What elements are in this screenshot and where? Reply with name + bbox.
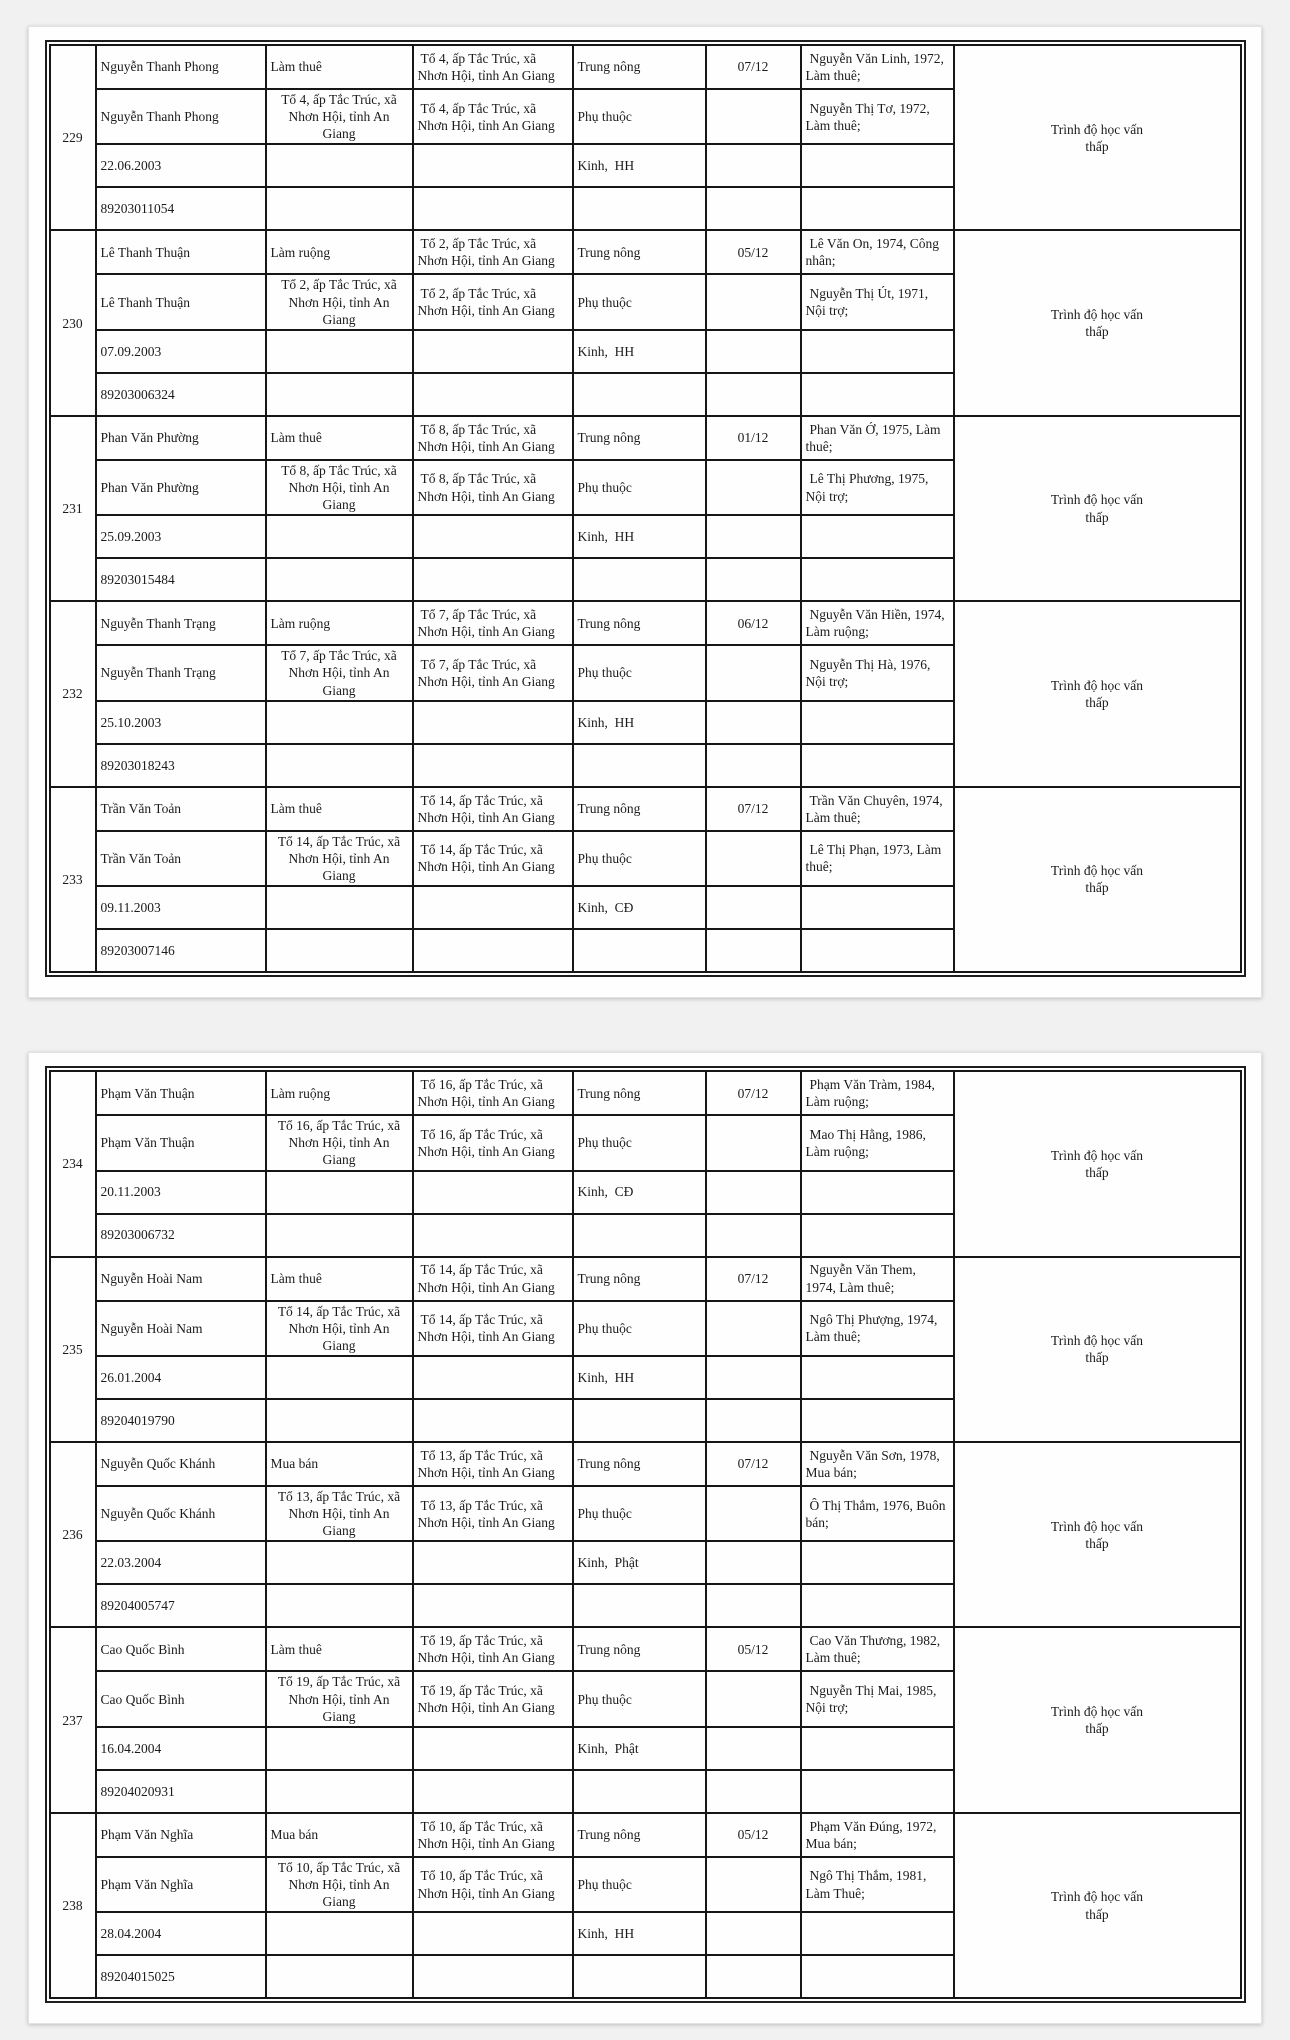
father-info-cell: Cao Văn Thương, 1982, Làm thuê;	[801, 1627, 954, 1671]
empty-cell	[413, 515, 573, 558]
registered-address-cell: Tổ 16, ấp Tắc Trúc, xã Nhơn Hội, tỉnh An Giang	[413, 1115, 573, 1170]
birth-date-cell: 22.03.2004	[96, 1541, 266, 1584]
occupation-cell: Làm thuê	[266, 416, 413, 460]
empty-cell	[706, 89, 801, 144]
empty-cell	[413, 1356, 573, 1399]
occupation-cell: Làm thuê	[266, 1257, 413, 1301]
ethnicity-religion-cell: Kinh, CĐ	[573, 886, 706, 929]
empty-cell	[706, 1399, 801, 1442]
ethnicity-religion-cell: Kinh, Phật	[573, 1541, 706, 1584]
id-number-cell: 89204019790	[96, 1399, 266, 1442]
record-row	[50, 1257, 1241, 1301]
score-cell: 07/12	[706, 1257, 801, 1301]
empty-cell	[413, 1541, 573, 1584]
occupation-cell: Làm thuê	[266, 1627, 413, 1671]
record-row	[50, 1442, 1241, 1486]
document-page-2	[28, 1052, 1262, 2024]
education-note-cell	[954, 45, 1241, 230]
empty-cell	[706, 1486, 801, 1541]
empty-cell	[266, 187, 413, 230]
mother-info-cell: Nguyễn Thị Mai, 1985, Nội trợ;	[801, 1671, 954, 1726]
empty-cell	[706, 1214, 801, 1257]
empty-cell	[573, 744, 706, 787]
record-row	[50, 787, 1241, 831]
empty-cell	[413, 373, 573, 416]
empty-cell	[266, 1214, 413, 1257]
residence-address-cell: Tổ 4, ấp Tắc Trúc, xã Nhơn Hội, tỉnh An Giang	[266, 89, 413, 144]
social-class-cell: Trung nông	[573, 45, 706, 89]
empty-cell	[413, 1727, 573, 1770]
registered-address-cell: Tổ 7, ấp Tắc Trúc, xã Nhơn Hội, tỉnh An Giang	[413, 645, 573, 700]
record-number: 231	[50, 416, 96, 601]
empty-cell	[801, 1356, 954, 1399]
registered-address-cell: Tổ 13, ấp Tắc Trúc, xã Nhơn Hội, tỉnh An Giang	[413, 1486, 573, 1541]
record-table	[49, 1441, 1242, 1628]
empty-cell	[801, 330, 954, 373]
empty-cell	[573, 558, 706, 601]
record-number: 230	[50, 230, 96, 415]
record-row	[50, 601, 1241, 645]
ethnicity-religion-cell: Kinh, CĐ	[573, 1171, 706, 1214]
empty-cell	[413, 558, 573, 601]
empty-cell	[706, 1171, 801, 1214]
education-note-text: Trình độ học vấn thấp	[1050, 863, 1144, 896]
mother-info-cell: Ô Thị Thắm, 1976, Buôn bán;	[801, 1486, 954, 1541]
address-cell: Tổ 16, ấp Tắc Trúc, xã Nhơn Hội, tỉnh An Giang	[413, 1071, 573, 1115]
social-class-cell: Trung nông	[573, 416, 706, 460]
registered-address-cell: Tổ 19, ấp Tắc Trúc, xã Nhơn Hội, tỉnh An Giang	[413, 1671, 573, 1726]
ethnicity-religion-cell: Kinh, HH	[573, 701, 706, 744]
empty-cell	[706, 330, 801, 373]
empty-cell	[801, 1770, 954, 1813]
empty-cell	[706, 1727, 801, 1770]
empty-cell	[413, 1171, 573, 1214]
ethnicity-religion-cell: Kinh, HH	[573, 1356, 706, 1399]
empty-cell	[266, 929, 413, 972]
empty-cell	[266, 1399, 413, 1442]
empty-cell	[801, 1584, 954, 1627]
birth-date-cell: 25.10.2003	[96, 701, 266, 744]
empty-cell	[801, 1955, 954, 1998]
empty-cell	[706, 1770, 801, 1813]
empty-cell	[573, 1770, 706, 1813]
empty-cell	[706, 558, 801, 601]
empty-cell	[801, 187, 954, 230]
father-info-cell: Nguyễn Văn Linh, 1972, Làm thuê;	[801, 45, 954, 89]
empty-cell	[801, 1214, 954, 1257]
mother-info-cell: Lê Thị Phương, 1975, Nội trợ;	[801, 460, 954, 515]
residence-address-cell: Tổ 7, ấp Tắc Trúc, xã Nhơn Hội, tỉnh An Giang	[266, 645, 413, 700]
empty-cell	[413, 929, 573, 972]
empty-cell	[801, 1171, 954, 1214]
empty-cell	[706, 1115, 801, 1170]
empty-cell	[266, 701, 413, 744]
empty-cell	[706, 373, 801, 416]
education-note-cell	[954, 1442, 1241, 1627]
empty-cell	[706, 831, 801, 886]
empty-cell	[706, 1671, 801, 1726]
person-name: Nguyễn Thanh Trạng	[96, 601, 266, 645]
record-row	[50, 1071, 1241, 1115]
id-number-cell: 89204020931	[96, 1770, 266, 1813]
record-table	[49, 600, 1242, 787]
empty-cell	[266, 1955, 413, 1998]
id-number-cell: 89203018243	[96, 744, 266, 787]
residence-address-cell: Tổ 8, ấp Tắc Trúc, xã Nhơn Hội, tỉnh An Giang	[266, 460, 413, 515]
score-cell: 07/12	[706, 1442, 801, 1486]
score-cell: 05/12	[706, 230, 801, 274]
address-cell: Tổ 13, ấp Tắc Trúc, xã Nhơn Hội, tỉnh An Giang	[413, 1442, 573, 1486]
empty-cell	[706, 1584, 801, 1627]
dependent-status-cell: Phụ thuộc	[573, 1486, 706, 1541]
education-note-text: Trình độ học vấn thấp	[1050, 1889, 1144, 1922]
record-table	[49, 415, 1242, 602]
dependent-status-cell: Phụ thuộc	[573, 1857, 706, 1912]
empty-cell	[573, 1955, 706, 1998]
residence-address-cell: Tổ 13, ấp Tắc Trúc, xã Nhơn Hội, tỉnh An Giang	[266, 1486, 413, 1541]
empty-cell	[573, 1584, 706, 1627]
education-note-cell	[954, 1071, 1241, 1256]
record-table	[49, 1626, 1242, 1813]
empty-cell	[266, 744, 413, 787]
father-info-cell: Lê Văn On, 1974, Công nhân;	[801, 230, 954, 274]
document-page-1	[28, 26, 1262, 998]
mother-info-cell: Ngô Thị Phượng, 1974, Làm thuê;	[801, 1301, 954, 1356]
social-class-cell: Trung nông	[573, 601, 706, 645]
id-number-cell: 89204005747	[96, 1584, 266, 1627]
occupation-cell: Làm thuê	[266, 45, 413, 89]
birth-date-cell: 25.09.2003	[96, 515, 266, 558]
empty-cell	[266, 1770, 413, 1813]
empty-cell	[801, 144, 954, 187]
person-name: Lê Thanh Thuận	[96, 230, 266, 274]
empty-cell	[706, 701, 801, 744]
person-name: Nguyễn Quốc Khánh	[96, 1442, 266, 1486]
mother-info-cell: Mao Thị Hằng, 1986, Làm ruộng;	[801, 1115, 954, 1170]
person-name-repeat: Phạm Văn Thuận	[96, 1115, 266, 1170]
registered-address-cell: Tổ 8, ấp Tắc Trúc, xã Nhơn Hội, tỉnh An Giang	[413, 460, 573, 515]
record-number: 236	[50, 1442, 96, 1627]
record-number: 237	[50, 1627, 96, 1812]
education-note-cell	[954, 787, 1241, 972]
empty-cell	[706, 929, 801, 972]
record-number: 234	[50, 1071, 96, 1256]
empty-cell	[801, 1541, 954, 1584]
father-info-cell: Phạm Văn Đúng, 1972, Mua bán;	[801, 1813, 954, 1857]
address-cell: Tổ 8, ấp Tắc Trúc, xã Nhơn Hội, tỉnh An Giang	[413, 416, 573, 460]
person-name: Phạm Văn Nghĩa	[96, 1813, 266, 1857]
registered-address-cell: Tổ 14, ấp Tắc Trúc, xã Nhơn Hội, tỉnh An Giang	[413, 1301, 573, 1356]
address-cell: Tổ 7, ấp Tắc Trúc, xã Nhơn Hội, tỉnh An Giang	[413, 601, 573, 645]
empty-cell	[413, 187, 573, 230]
empty-cell	[266, 1727, 413, 1770]
record-row	[50, 45, 1241, 89]
occupation-cell: Làm ruộng	[266, 1071, 413, 1115]
social-class-cell: Trung nông	[573, 1257, 706, 1301]
empty-cell	[801, 1912, 954, 1955]
ethnicity-religion-cell: Kinh, HH	[573, 144, 706, 187]
person-name-repeat: Trần Văn Toản	[96, 831, 266, 886]
record-table	[49, 1812, 1242, 1999]
occupation-cell: Mua bán	[266, 1442, 413, 1486]
empty-cell	[706, 187, 801, 230]
empty-cell	[706, 886, 801, 929]
birth-date-cell: 09.11.2003	[96, 886, 266, 929]
residence-address-cell: Tổ 16, ấp Tắc Trúc, xã Nhơn Hội, tỉnh An Giang	[266, 1115, 413, 1170]
father-info-cell: Nguyễn Văn Sơn, 1978, Mua bán;	[801, 1442, 954, 1486]
education-note-text: Trình độ học vấn thấp	[1050, 1147, 1144, 1180]
person-name: Phan Văn Phường	[96, 416, 266, 460]
record-table	[49, 44, 1242, 231]
dependent-status-cell: Phụ thuộc	[573, 831, 706, 886]
empty-cell	[573, 1399, 706, 1442]
record-number: 229	[50, 45, 96, 230]
empty-cell	[801, 886, 954, 929]
address-cell: Tổ 2, ấp Tắc Trúc, xã Nhơn Hội, tỉnh An Giang	[413, 230, 573, 274]
id-number-cell: 89204015025	[96, 1955, 266, 1998]
records-list-page-2	[49, 1070, 1242, 1999]
empty-cell	[706, 744, 801, 787]
empty-cell	[801, 373, 954, 416]
social-class-cell: Trung nông	[573, 1071, 706, 1115]
education-note-text: Trình độ học vấn thấp	[1050, 1333, 1144, 1366]
score-cell: 07/12	[706, 787, 801, 831]
residence-address-cell: Tổ 19, ấp Tắc Trúc, xã Nhơn Hội, tỉnh An Giang	[266, 1671, 413, 1726]
ethnicity-religion-cell: Kinh, HH	[573, 515, 706, 558]
person-name: Phạm Văn Thuận	[96, 1071, 266, 1115]
empty-cell	[413, 1770, 573, 1813]
education-note-cell	[954, 1257, 1241, 1442]
record-number: 232	[50, 601, 96, 786]
dependent-status-cell: Phụ thuộc	[573, 1115, 706, 1170]
empty-cell	[413, 1955, 573, 1998]
empty-cell	[266, 1912, 413, 1955]
address-cell: Tổ 14, ấp Tắc Trúc, xã Nhơn Hội, tỉnh An Giang	[413, 787, 573, 831]
id-number-cell: 89203007146	[96, 929, 266, 972]
person-name: Cao Quốc Bình	[96, 1627, 266, 1671]
empty-cell	[801, 701, 954, 744]
birth-date-cell: 07.09.2003	[96, 330, 266, 373]
person-name-repeat: Nguyễn Thanh Phong	[96, 89, 266, 144]
residence-address-cell: Tổ 14, ấp Tắc Trúc, xã Nhơn Hội, tỉnh An Giang	[266, 831, 413, 886]
record-row	[50, 1627, 1241, 1671]
occupation-cell: Mua bán	[266, 1813, 413, 1857]
birth-date-cell: 16.04.2004	[96, 1727, 266, 1770]
father-info-cell: Phan Văn Ớ, 1975, Làm thuê;	[801, 416, 954, 460]
record-number: 235	[50, 1257, 96, 1442]
education-note-cell	[954, 416, 1241, 601]
social-class-cell: Trung nông	[573, 1627, 706, 1671]
registered-address-cell: Tổ 14, ấp Tắc Trúc, xã Nhơn Hội, tỉnh An Giang	[413, 831, 573, 886]
registered-address-cell: Tổ 4, ấp Tắc Trúc, xã Nhơn Hội, tỉnh An Giang	[413, 89, 573, 144]
education-note-cell	[954, 601, 1241, 786]
score-cell: 01/12	[706, 416, 801, 460]
records-table-border	[45, 1066, 1246, 2003]
empty-cell	[706, 1857, 801, 1912]
empty-cell	[266, 886, 413, 929]
empty-cell	[413, 1399, 573, 1442]
record-number: 233	[50, 787, 96, 972]
record-table	[49, 1256, 1242, 1443]
education-note-cell	[954, 1627, 1241, 1812]
address-cell: Tổ 10, ấp Tắc Trúc, xã Nhơn Hội, tỉnh An Giang	[413, 1813, 573, 1857]
father-info-cell: Nguyễn Văn Them, 1974, Làm thuê;	[801, 1257, 954, 1301]
ethnicity-religion-cell: Kinh, Phật	[573, 1727, 706, 1770]
empty-cell	[413, 330, 573, 373]
empty-cell	[706, 1955, 801, 1998]
record-table	[49, 229, 1242, 416]
mother-info-cell: Nguyễn Thị Tơ, 1972, Làm thuê;	[801, 89, 954, 144]
empty-cell	[706, 1912, 801, 1955]
id-number-cell: 89203015484	[96, 558, 266, 601]
occupation-cell: Làm ruộng	[266, 601, 413, 645]
address-cell: Tổ 14, ấp Tắc Trúc, xã Nhơn Hội, tỉnh An Giang	[413, 1257, 573, 1301]
address-cell: Tổ 19, ấp Tắc Trúc, xã Nhơn Hội, tỉnh An Giang	[413, 1627, 573, 1671]
father-info-cell: Nguyễn Văn Hiền, 1974, Làm ruộng;	[801, 601, 954, 645]
residence-address-cell: Tổ 10, ấp Tắc Trúc, xã Nhơn Hội, tỉnh An Giang	[266, 1857, 413, 1912]
occupation-cell: Làm thuê	[266, 787, 413, 831]
ethnicity-religion-cell: Kinh, HH	[573, 1912, 706, 1955]
social-class-cell: Trung nông	[573, 1442, 706, 1486]
dependent-status-cell: Phụ thuộc	[573, 645, 706, 700]
empty-cell	[801, 929, 954, 972]
empty-cell	[706, 274, 801, 329]
person-name-repeat: Cao Quốc Bình	[96, 1671, 266, 1726]
score-cell: 06/12	[706, 601, 801, 645]
dependent-status-cell: Phụ thuộc	[573, 1301, 706, 1356]
social-class-cell: Trung nông	[573, 230, 706, 274]
records-list-page-1	[49, 44, 1242, 973]
education-note-text: Trình độ học vấn thấp	[1050, 492, 1144, 525]
empty-cell	[413, 701, 573, 744]
education-note-text: Trình độ học vấn thấp	[1050, 1518, 1144, 1551]
empty-cell	[266, 1541, 413, 1584]
score-cell: 07/12	[706, 45, 801, 89]
empty-cell	[413, 1584, 573, 1627]
score-cell: 05/12	[706, 1813, 801, 1857]
education-note-text: Trình độ học vấn thấp	[1050, 121, 1144, 154]
empty-cell	[706, 1301, 801, 1356]
empty-cell	[413, 144, 573, 187]
empty-cell	[413, 744, 573, 787]
record-table	[49, 786, 1242, 973]
empty-cell	[801, 1727, 954, 1770]
empty-cell	[413, 1214, 573, 1257]
record-row	[50, 230, 1241, 274]
empty-cell	[706, 144, 801, 187]
person-name-repeat: Phan Văn Phường	[96, 460, 266, 515]
empty-cell	[706, 1356, 801, 1399]
education-note-cell	[954, 1813, 1241, 1998]
social-class-cell: Trung nông	[573, 1813, 706, 1857]
education-note-text: Trình độ học vấn thấp	[1050, 306, 1144, 340]
birth-date-cell: 28.04.2004	[96, 1912, 266, 1955]
empty-cell	[706, 515, 801, 558]
id-number-cell: 89203006324	[96, 373, 266, 416]
mother-info-cell: Lê Thị Phạn, 1973, Làm thuê;	[801, 831, 954, 886]
birth-date-cell: 26.01.2004	[96, 1356, 266, 1399]
empty-cell	[266, 1171, 413, 1214]
person-name-repeat: Phạm Văn Nghĩa	[96, 1857, 266, 1912]
education-note-cell	[954, 230, 1241, 415]
empty-cell	[801, 558, 954, 601]
record-number: 238	[50, 1813, 96, 1998]
education-note-text: Trình độ học vấn thấp	[1050, 677, 1144, 710]
dependent-status-cell: Phụ thuộc	[573, 89, 706, 144]
empty-cell	[266, 144, 413, 187]
empty-cell	[266, 330, 413, 373]
registered-address-cell: Tổ 2, ấp Tắc Trúc, xã Nhơn Hội, tỉnh An Giang	[413, 274, 573, 329]
empty-cell	[266, 1356, 413, 1399]
ethnicity-religion-cell: Kinh, HH	[573, 330, 706, 373]
empty-cell	[706, 645, 801, 700]
person-name: Nguyễn Thanh Phong	[96, 45, 266, 89]
empty-cell	[801, 744, 954, 787]
dependent-status-cell: Phụ thuộc	[573, 1671, 706, 1726]
registered-address-cell: Tổ 10, ấp Tắc Trúc, xã Nhơn Hội, tỉnh An Giang	[413, 1857, 573, 1912]
mother-info-cell: Ngô Thị Thắm, 1981, Làm Thuê;	[801, 1857, 954, 1912]
empty-cell	[573, 1214, 706, 1257]
mother-info-cell: Nguyễn Thị Hà, 1976, Nội trợ;	[801, 645, 954, 700]
person-name-repeat: Nguyễn Thanh Trạng	[96, 645, 266, 700]
address-cell: Tổ 4, ấp Tắc Trúc, xã Nhơn Hội, tỉnh An Giang	[413, 45, 573, 89]
birth-date-cell: 20.11.2003	[96, 1171, 266, 1214]
score-cell: 05/12	[706, 1627, 801, 1671]
residence-address-cell: Tổ 14, ấp Tắc Trúc, xã Nhơn Hội, tỉnh An Giang	[266, 1301, 413, 1356]
social-class-cell: Trung nông	[573, 787, 706, 831]
residence-address-cell: Tổ 2, ấp Tắc Trúc, xã Nhơn Hội, tỉnh An Giang	[266, 274, 413, 329]
empty-cell	[573, 929, 706, 972]
person-name: Nguyễn Hoài Nam	[96, 1257, 266, 1301]
empty-cell	[706, 1541, 801, 1584]
father-info-cell: Trần Văn Chuyên, 1974, Làm thuê;	[801, 787, 954, 831]
person-name-repeat: Nguyễn Quốc Khánh	[96, 1486, 266, 1541]
birth-date-cell: 22.06.2003	[96, 144, 266, 187]
dependent-status-cell: Phụ thuộc	[573, 274, 706, 329]
person-name-repeat: Nguyễn Hoài Nam	[96, 1301, 266, 1356]
empty-cell	[413, 1912, 573, 1955]
record-row	[50, 416, 1241, 460]
id-number-cell: 89203011054	[96, 187, 266, 230]
id-number-cell: 89203006732	[96, 1214, 266, 1257]
education-note-text: Trình độ học vấn thấp	[1050, 1703, 1144, 1737]
empty-cell	[266, 1584, 413, 1627]
record-table	[49, 1070, 1242, 1257]
empty-cell	[801, 515, 954, 558]
empty-cell	[573, 373, 706, 416]
occupation-cell: Làm ruộng	[266, 230, 413, 274]
dependent-status-cell: Phụ thuộc	[573, 460, 706, 515]
mother-info-cell: Nguyễn Thị Út, 1971, Nội trợ;	[801, 274, 954, 329]
empty-cell	[266, 558, 413, 601]
father-info-cell: Phạm Văn Tràm, 1984, Làm ruộng;	[801, 1071, 954, 1115]
empty-cell	[801, 1399, 954, 1442]
record-row	[50, 1813, 1241, 1857]
empty-cell	[266, 373, 413, 416]
empty-cell	[266, 515, 413, 558]
person-name: Trần Văn Toản	[96, 787, 266, 831]
person-name-repeat: Lê Thanh Thuận	[96, 274, 266, 329]
empty-cell	[573, 187, 706, 230]
records-table-border	[45, 40, 1246, 977]
empty-cell	[413, 886, 573, 929]
empty-cell	[706, 460, 801, 515]
score-cell: 07/12	[706, 1071, 801, 1115]
